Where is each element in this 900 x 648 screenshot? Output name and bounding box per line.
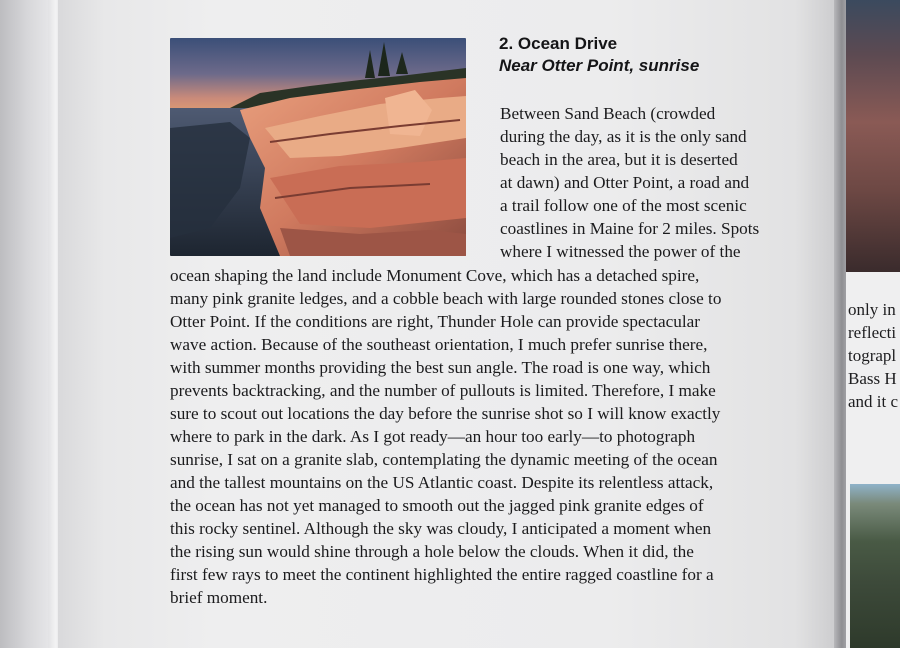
text-line: coastlines in Maine for 2 miles. Spots [500,219,760,238]
text-line: during the day, as it is the only sand [500,127,747,146]
text-line: first few rays to meet the continent highlighted the entire ragged coastline for a [170,565,714,584]
facing-page-text [848,298,898,413]
facing-page-photo-top [846,0,900,272]
text-line: Otter Point. If the conditions are right, Thunder Hole can provide spectacular [170,312,700,331]
text-line: a trail follow one of the most scenic [500,196,747,215]
text-line: sunrise, I sat on a granite slab, contemplating the dynamic meeting of the ocean [170,450,718,469]
text-line: brief moment. [170,588,268,607]
text-line: beach in the area, but it is deserted [500,150,738,169]
section-subtitle: Near Otter Point, sunrise [499,56,700,75]
text-line: and the tallest mountains on the US Atlantic coast. Despite its relentless attack, [170,473,714,492]
text-line: where I witnessed the power of the [500,242,741,261]
text-line: with summer months providing the best sun angle. The road is one way, which [170,358,711,377]
section-title: 2. Ocean Drive [499,34,618,53]
body-text-beside-photo [500,102,759,263]
body-text-full-width [170,264,721,609]
text-line: the ocean has not yet managed to smooth out the jagged pink granite edges of [170,496,704,515]
text-line: this rocky sentinel. Although the sky was cloudy, I anticipated a moment when [170,519,712,538]
text-line: at dawn) and Otter Point, a road and [500,173,750,192]
facing-page-photo-bottom [850,484,900,648]
text-line: Bass H [848,369,897,388]
book-page-right [846,0,900,648]
coastline-sunrise-photo [170,38,466,256]
text-line: wave action. Because of the southeast orientation, I much prefer sunrise there, [170,335,708,354]
text-line: ocean shaping the land include Monument Cove, which has a detached spire, [170,266,700,285]
text-line: and it c [848,392,899,411]
text-line: tograpl [848,346,897,365]
text-line: many pink granite ledges, and a cobble beach with large rounded stones close to [170,289,722,308]
section-heading [499,33,699,77]
text-line: only in [848,300,896,319]
text-line: prevents backtracking, and the number of pullouts is limited. Therefore, I make [170,381,716,400]
text-line: reflecti [848,323,897,342]
text-line: sure to scout out locations the day before the sunrise shot so I will know exactly [170,404,721,423]
text-line: the rising sun would shine through a hole below the clouds. When it did, the [170,542,694,561]
text-line: Between Sand Beach (crowded [500,104,716,123]
text-line: where to park in the dark. As I got ready—an hour too early—to photograph [170,427,696,446]
